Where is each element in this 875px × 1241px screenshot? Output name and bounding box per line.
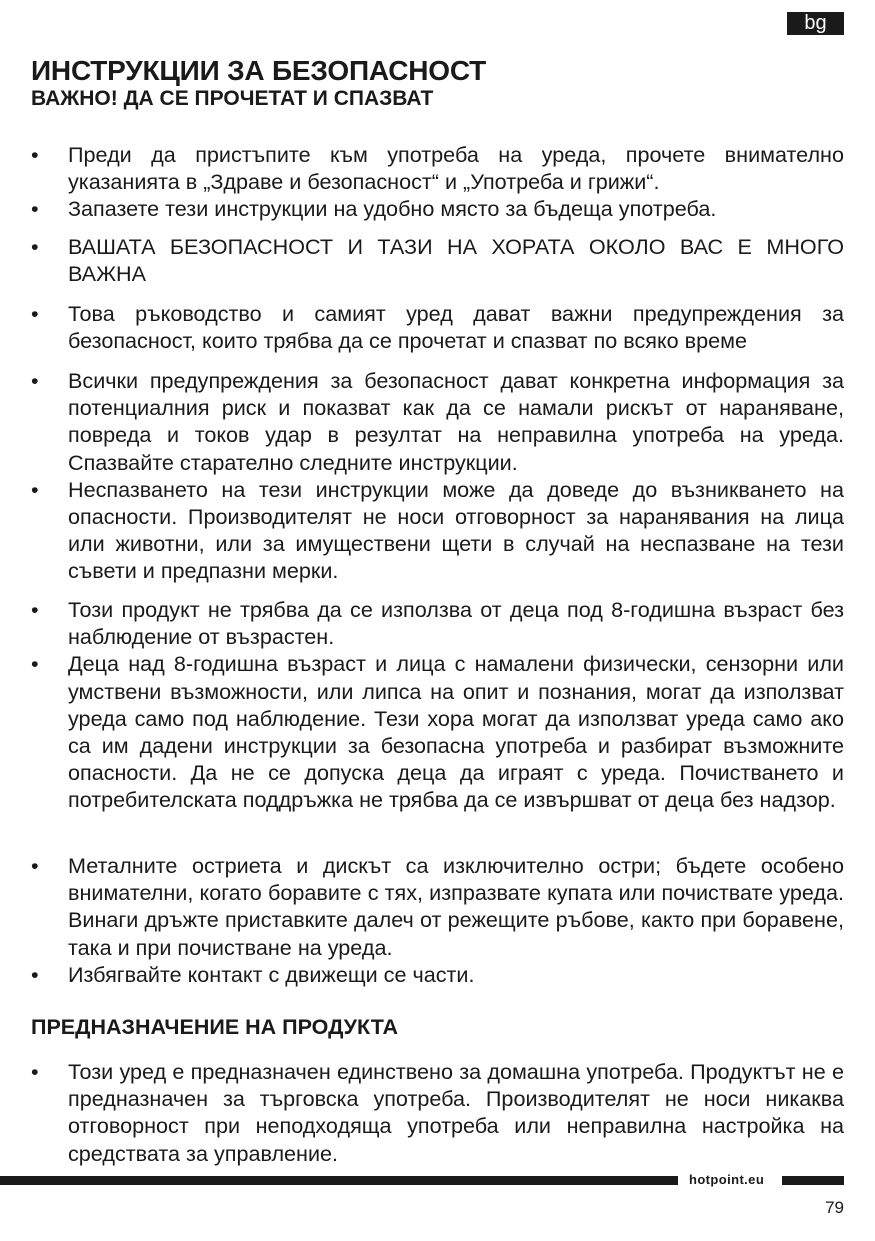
list-item: • Този продукт не трябва да се използва от деца под 8-годишна възраст без наблюдение от възрастен. — [31, 596, 844, 650]
page-title: ИНСТРУКЦИИ ЗА БЕЗОПАСНОСТ — [31, 55, 487, 86]
safety-list-c — [31, 300, 844, 354]
purpose-list — [31, 1058, 844, 1167]
list-item: • Всички предупреждения за безопасност дават конкретна информация за потенциалния риск и показват как да се намали рискът от нараняване, повреда и токов удар в резултат на неправилна употреба на уреда. Спазвайте старателно следните инструкции. — [31, 367, 844, 476]
safety-list-e — [31, 596, 844, 814]
language-tab: bg — [787, 12, 844, 35]
page-subtitle: ВАЖНО! ДА СЕ ПРОЧЕТАТ И СПАЗВАТ — [31, 87, 434, 110]
footer-brand: hotpoint.eu — [689, 1172, 765, 1187]
list-item: • ВАШАТА БЕЗОПАСНОСТ И ТАЗИ НА ХОРАТА ОКОЛО ВАС Е МНОГО ВАЖНА — [31, 233, 844, 287]
page-number: 79 — [825, 1198, 844, 1217]
list-item: • Този уред е предназначен единствено за домашна употреба. Продуктът не е предназначен за търговска употреба. Производителят не носи никаква отговорност при неподходяща употреба или неправилна настройка на средствата за управление. — [31, 1058, 844, 1167]
purpose-section-title: ПРЕДНАЗНАЧЕНИЕ НА ПРОДУКТА — [31, 1015, 399, 1039]
list-item: • Металните остриета и дискът са изключително остри; бъдете особено внимателни, когато боравите с тях, изпразвате купата или почиствате уреда. Винаги дръжте приставките далеч от режещите ръбове, както при боравене, така и при почистване на уреда. — [31, 852, 844, 961]
list-item: • Избягвайте контакт с движещи се части. — [31, 961, 844, 988]
list-item: • Деца над 8-годишна възраст и лица с намалени физически, сензорни или умствени възможности, или липса на опит и познания, могат да използват уреда само под наблюдение. Тези хора могат да използват уреда само ако са им дадени инструкции за безопасна употреба и разбират възможните опасности. Да не се допуска деца да играят с уреда. Почистването и потребителската поддръжка не трябва да се извършват от деца без надзор. — [31, 650, 844, 813]
list-item: • Преди да пристъпите към употреба на уреда, прочете внимателно указанията в „Здраве и безопасност“ и „Употреба и грижи“. — [31, 141, 844, 195]
safety-list-d — [31, 367, 844, 585]
list-item: • Запазете тези инструкции на удобно място за бъдеща употреба. — [31, 195, 844, 222]
safety-list-f — [31, 852, 844, 988]
list-item: • Това ръководство и самият уред дават важни предупреждения за безопасност, които трябва да се прочетат и спазват по всяко време — [31, 300, 844, 354]
list-item: • Неспазването на тези инструкции може да доведе до възникването на опасности. Производителят не носи отговорност за наранявания на лица или животни, или за имуществени щети в случай на неспазване на тези съвети и предпазни мерки. — [31, 476, 844, 585]
safety-list-b — [31, 233, 844, 287]
safety-list-a — [31, 141, 844, 223]
footer-rule-left — [0, 1176, 678, 1185]
footer-rule-right — [782, 1176, 844, 1185]
